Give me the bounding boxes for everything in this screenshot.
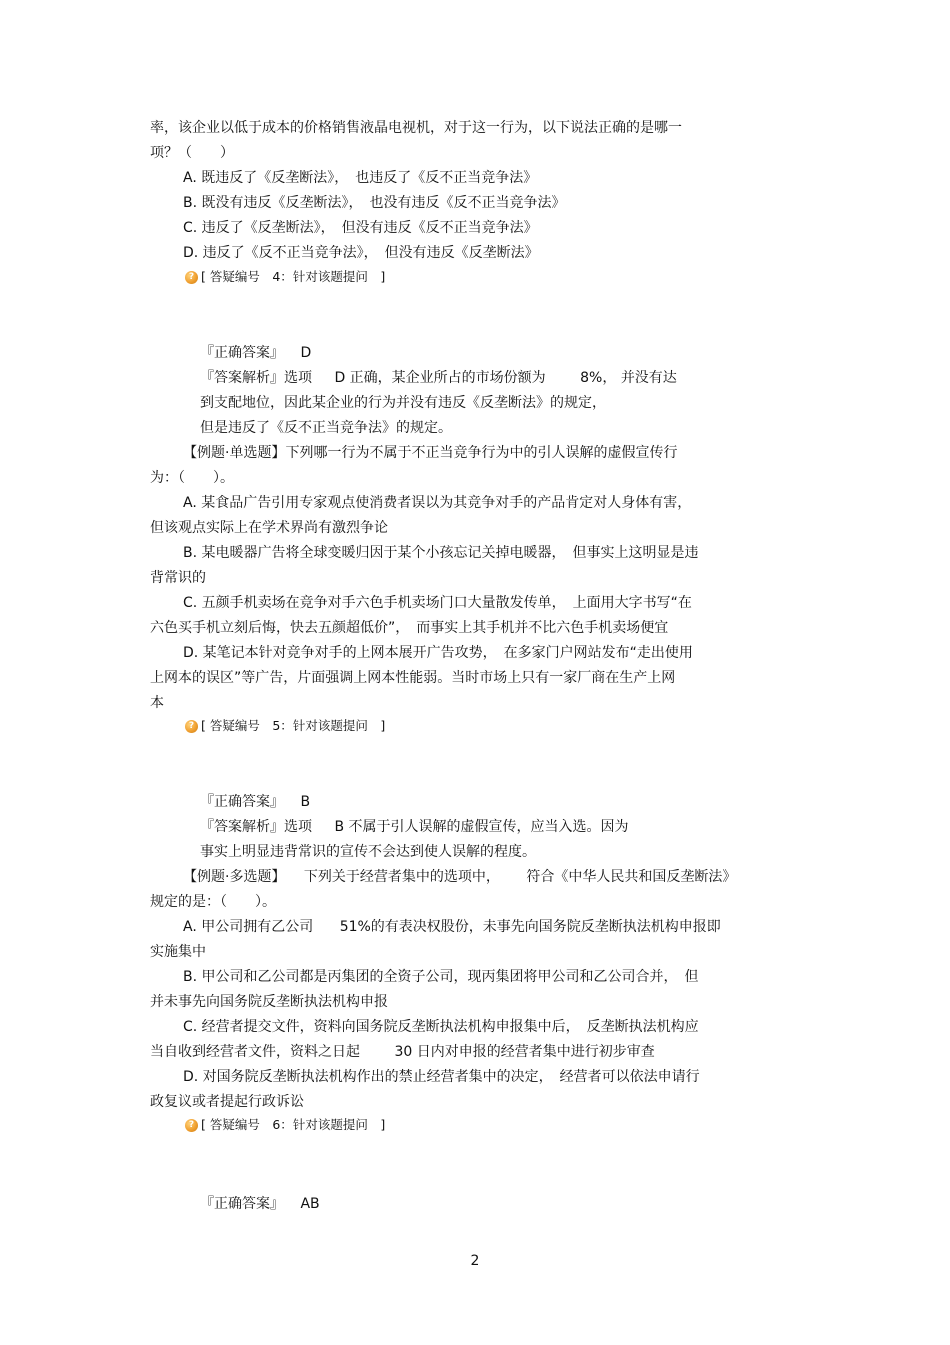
q2-option-d-line-1: D. 某笔记本针对竞争对手的上网本展开广告攻势， 在多家门户网站发布“走出使用 xyxy=(183,645,693,661)
q1-analysis-line-1 xyxy=(200,368,677,388)
q3-option-c-line-1: C. 经营者提交文件，资料向国务院反垄断执法机构申报集中后， 反垄断执法机构应 xyxy=(183,1019,699,1035)
q1-analysis-text-1b: 并没有达 xyxy=(620,370,677,386)
q1-ask-question-link[interactable]: 针对该题提问 xyxy=(292,269,368,284)
q2-qa-link[interactable] xyxy=(185,717,385,735)
q1-option-b: B. 既没有违反《反垄断法》， 也没有违反《反不正当竞争法》 xyxy=(183,195,566,211)
q3-option-a-text-b: 51%的有表决权股份，未事先向国务院反垄断执法机构申报即 xyxy=(339,919,721,935)
q2-answer-value: B xyxy=(300,794,311,810)
q1-analysis-label: 『答案解析』选项 xyxy=(200,370,312,386)
q1-option-a: A. 既违反了《反垄断法》， 也违反了《反不正当竞争法》 xyxy=(183,170,538,186)
q3-qa-link[interactable] xyxy=(185,1116,385,1134)
q2-stem-line-2: 为：（ ）。 xyxy=(150,470,234,486)
q2-option-d-line-2: 上网本的误区”等广告，片面强调上网本性能弱。当时市场上只有一家厂商在生产上网 xyxy=(150,670,676,686)
q1-qa-link[interactable] xyxy=(185,268,385,286)
q1-analysis-line-2: 到支配地位，因此某企业的行为并没有违反《反垄断法》的规定， xyxy=(200,395,606,411)
q2-option-a-line-2: 但该观点实际上在学术界尚有激烈争论 xyxy=(150,520,388,536)
help-question-icon: ? xyxy=(185,1119,198,1132)
q1-analysis-text-1: D 正确，某企业所占的市场份额为 xyxy=(334,370,546,386)
q3-stem-line-1 xyxy=(183,867,736,887)
q3-answer xyxy=(200,1194,320,1214)
q1-qa-prefix: [ 答疑编号 4： xyxy=(201,269,293,284)
q3-option-d-line-2: 政复议或者提起行政诉讼 xyxy=(150,1094,304,1110)
q3-stem-type: 【例题·多选题】 xyxy=(183,869,286,885)
q2-option-c-line-2: 六色买手机立刻后悔，快去五颜超低价”， 而事实上其手机并不比六色手机卖场便宜 xyxy=(150,620,669,636)
q3-option-b-line-1: B. 甲公司和乙公司都是丙集团的全资子公司，现丙集团将甲公司和乙公司合并， 但 xyxy=(183,969,699,985)
q1-answer xyxy=(200,343,311,363)
q1-stem-line-2: 项？（ ） xyxy=(150,145,234,161)
q3-option-a-text-a: A. 甲公司拥有乙公司 xyxy=(183,919,314,935)
q3-stem-line-2: 规定的是：（ ）。 xyxy=(150,894,276,910)
q2-analysis-text-1: B 不属于引人误解的虚假宣传，应当入选。因为 xyxy=(334,819,629,835)
q3-option-a-line-1 xyxy=(183,917,721,937)
q1-option-d: D. 违反了《反不正当竞争法》， 但没有违反《反垄断法》 xyxy=(183,245,539,261)
q1-option-c: C. 违反了《反垄断法》， 但没有违反《反不正当竞争法》 xyxy=(183,220,538,236)
q1-analysis-line-3: 但是违反了《反不正当竞争法》的规定。 xyxy=(200,420,452,436)
q2-qa-prefix: [ 答疑编号 5： xyxy=(201,718,293,733)
q3-stem-text-c: 符合《中华人民共和国反垄断法》 xyxy=(526,869,737,885)
q3-option-c-text-a: 当自收到经营者文件，资料之日起 xyxy=(150,1044,360,1060)
q2-option-d-line-3: 本 xyxy=(150,695,164,711)
q3-option-b-line-2: 并未事先向国务院反垄断执法机构申报 xyxy=(150,994,388,1010)
q3-option-c-text-b: 30 日内对申报的经营者集中进行初步审查 xyxy=(394,1044,655,1060)
q3-qa-suffix: ] xyxy=(367,1117,386,1132)
help-question-icon: ? xyxy=(185,720,198,733)
q2-option-b-line-1: B. 某电暖器广告将全球变暖归因于某个小孩忘记关掉电暖器， 但事实上这明显是违 xyxy=(183,545,699,561)
q3-answer-label: 『正确答案』 xyxy=(200,1196,284,1212)
q2-option-c-line-1: C. 五颜手机卖场在竞争对手六色手机卖场门口大量散发传单， 上面用大字书写“在 xyxy=(183,595,692,611)
q1-stem-line-1: 率，该企业以低于成本的价格销售液晶电视机，对于这一行为，以下说法正确的是哪一 xyxy=(150,120,682,136)
q3-answer-value: AB xyxy=(300,1196,320,1212)
q1-analysis-number: 8%， xyxy=(580,370,617,386)
q3-option-c-line-2 xyxy=(150,1042,655,1062)
q2-answer xyxy=(200,792,310,812)
q2-answer-label: 『正确答案』 xyxy=(200,794,284,810)
q2-analysis-line-1 xyxy=(200,817,629,837)
q3-option-d-line-1: D. 对国务院反垄断执法机构作出的禁止经营者集中的决定， 经营者可以依法申请行 xyxy=(183,1069,700,1085)
q1-answer-label: 『正确答案』 xyxy=(200,345,284,361)
q2-qa-suffix: ] xyxy=(367,718,386,733)
q1-answer-value: D xyxy=(300,345,312,361)
q2-option-a-line-1: A. 某食品广告引用专家观点使消费者误以为其竞争对手的产品肯定对人身体有害， xyxy=(183,495,692,511)
q2-analysis-line-2: 事实上明显违背常识的宣传不会达到使人误解的程度。 xyxy=(200,844,536,860)
q1-qa-suffix: ] xyxy=(367,269,386,284)
q2-stem-line-1: 【例题·单选题】下列哪一行为不属于不正当竞争行为中的引人误解的虚假宣传行 xyxy=(183,445,678,461)
q3-option-a-line-2: 实施集中 xyxy=(150,944,206,960)
q3-ask-question-link[interactable]: 针对该题提问 xyxy=(292,1117,368,1132)
q2-ask-question-link[interactable]: 针对该题提问 xyxy=(292,718,368,733)
q3-stem-text-b: 下列关于经营者集中的选项中， xyxy=(303,869,500,885)
q2-analysis-label: 『答案解析』选项 xyxy=(200,819,312,835)
q2-option-b-line-2: 背常识的 xyxy=(150,570,206,586)
help-question-icon: ? xyxy=(185,271,198,284)
page-number: 2 xyxy=(470,1253,480,1269)
q3-qa-prefix: [ 答疑编号 6： xyxy=(201,1117,293,1132)
